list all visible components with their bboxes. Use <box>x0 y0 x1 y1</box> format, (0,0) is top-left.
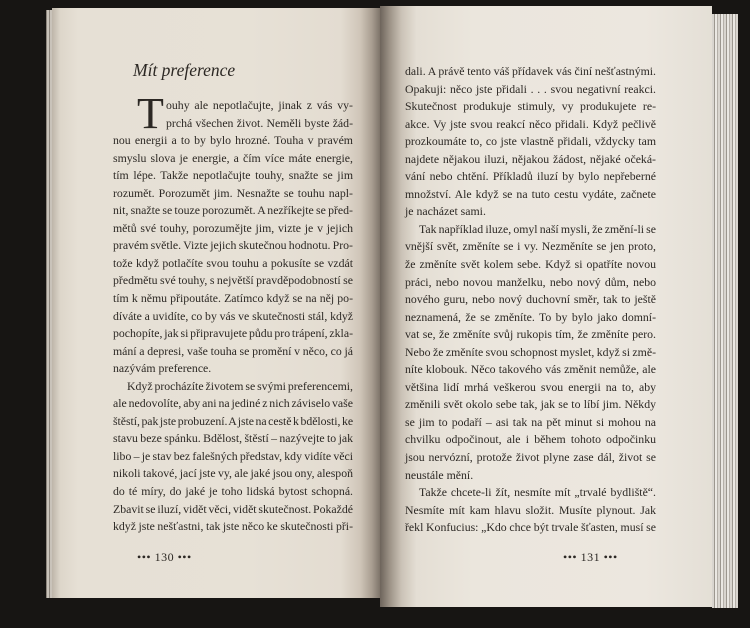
text-line: Když procházíte životem se svými preferencemi, <box>127 378 353 393</box>
text-line: nikoli takové, jací jste vy, ale jaké jsou ony, alespoň <box>113 466 353 481</box>
text-line: prozkoumáte to, co jste vlastně přidali, vždycky tam <box>405 134 656 149</box>
text-line: Zbavit se iluzí, vidět věci, vidět skutečnost. Pokaždé <box>113 501 353 516</box>
text-line: vání nebo chtění. Příkladů iluzí by bylo nepřeberné <box>405 169 656 184</box>
text-line: ale nedovolíte, aby ani na jediné z nich záviselo vaše <box>113 396 353 411</box>
page-number: ••• 130 ••• <box>137 550 192 564</box>
page-number: ••• 131 ••• <box>563 550 618 564</box>
text-line: ouhy ale nepotlačujte, jinak z vás vy- <box>166 98 353 112</box>
page-edges <box>712 14 738 608</box>
text-line: když jste nešťastni, tak jste něco ke skutečnosti při- <box>113 519 353 534</box>
text-line: Nesmíte mít kam hlavu složit. Musíte plynout. Jak <box>405 502 656 517</box>
text-line: vnější svět, změníte se i vy. Nezměníte se jen proto, <box>405 239 656 254</box>
text-line: najdete nějakou iluzi, nějakou žádost, nějaké očeká- <box>405 151 656 166</box>
right-page <box>380 6 712 607</box>
paragraph <box>405 63 656 221</box>
text-line: že změníte svět kolem sebe. Když si opatříte novou <box>405 257 656 272</box>
paragraph <box>113 97 353 378</box>
paragraph <box>405 484 656 537</box>
text-line: stavu beze spánku. Bdělost, štěstí – nazývejte to jak <box>113 431 353 446</box>
text-line: je nacházet sami. <box>405 204 486 219</box>
text-line: změnili svět okolo sebe tak, jak se to líbí jim. Někdy <box>405 397 656 412</box>
text-line: mání a depresi, vaše touha se promění v něco, co já <box>113 343 353 358</box>
text-line: prchá všechen život. Neměli byste žád- <box>166 115 353 130</box>
text-line: Tak například iluze, omyl naší mysli, že změní-li se <box>419 221 656 236</box>
paragraph <box>405 221 656 484</box>
paragraph <box>113 378 353 536</box>
drop-cap: T <box>137 89 164 138</box>
text-line: tože když potlačíte svou touhu a pokusíte se vzdát <box>113 255 353 270</box>
text-line: mětů své touhy, porozumějte jim, vizte je v jejich <box>113 220 353 235</box>
body-text <box>405 63 656 537</box>
text-line: Nebo že změníte svou schopnost myslet, když si změ- <box>405 344 656 359</box>
text-line: Skutečnost produkuje stimuly, vy produkujete re- <box>405 99 656 114</box>
text-line: pravém světle. Vizte jejich skutečnou hodnotu. Pro- <box>113 238 353 253</box>
text-line: řekl Konfucius: „Kdo chce být trvale šťasten, musí se <box>405 520 656 535</box>
text-line: většina lidí mrhá veškerou svou energii na to, aby <box>405 379 656 394</box>
text-line: akce. Vy jste svou reakcí něco přidali. Když pečlivě <box>405 116 656 131</box>
text-line: neustále mění. <box>405 467 474 482</box>
text-line: nou energii a to by bylo hrozné. Touha v pravém <box>113 133 353 148</box>
text-line: Takže chcete-li žít, nesmíte mít „trvalé bydliště“. <box>419 485 656 500</box>
text-line: chvilku odpočinout, ale i během tohoto odpočinku <box>405 432 656 447</box>
text-line: vat se, že změníte svůj rukopis tím, že změníte pero. <box>405 327 656 342</box>
text-line: jsou nervózní, protože život plyne zase dál, život se <box>405 450 656 465</box>
text-line: předmětu své touhy, s největší pravděpodobností se <box>113 273 353 288</box>
body-text <box>113 97 353 536</box>
text-line: dali. A právě tento váš přídavek vás činí nešťastnými. <box>405 64 656 78</box>
chapter-heading: Mít preference <box>133 60 236 80</box>
text-line: množství. Ale když se na tuto cestu vydáte, začnete <box>405 186 656 201</box>
text-line: nazývám preference. <box>113 361 212 376</box>
text-line: smyslu slova je energie, a čím více máte energie, <box>113 150 353 165</box>
text-line: libo – je stav bez falešných představ, kdy vidíte věci <box>113 448 353 463</box>
text-line: díváte a uvidíte, co by vás ve skutečnosti stál, když <box>113 308 353 323</box>
text-line: práci, nebo novou manželku, nebo nový dům, nebo <box>405 274 656 289</box>
text-line: pochopíte, jak si připravujete půdu pro trápení, zkla- <box>113 326 353 341</box>
text-line: Opakuji: něco jste přidali . . . svou negativní reakci. <box>405 81 656 96</box>
text-line: rozumět. Porozumět jim. Nesnažte se touhu napl- <box>113 185 353 200</box>
text-line: se jim to podaří – asi tak na pět minut si mohou na <box>405 414 656 429</box>
left-page <box>52 8 380 598</box>
text-line: nového guru, nebo nový duchovní směr, tak to ještě <box>405 292 656 307</box>
text-line: do té míry, do jaké je toho lidská bytost schopná. <box>113 484 353 499</box>
text-line: nit, snažte se touze porozumět. A nezříkejte se před- <box>113 203 353 218</box>
text-line: neznamená, že se změníte. To by bylo jako domní- <box>405 309 656 324</box>
text-line: štěstí, pak jste probuzení. A jste na cestě k bdělosti, ke <box>113 413 353 428</box>
text-line: níte klobouk. Něco takového vás změnit nemůže, ale <box>405 362 656 377</box>
text-line: tím k němu připoutáte. Zatímco když se na něj po- <box>113 291 353 306</box>
text-line: tím lépe. Takže nepotlačujte touhy, snažte se jim <box>113 168 353 183</box>
